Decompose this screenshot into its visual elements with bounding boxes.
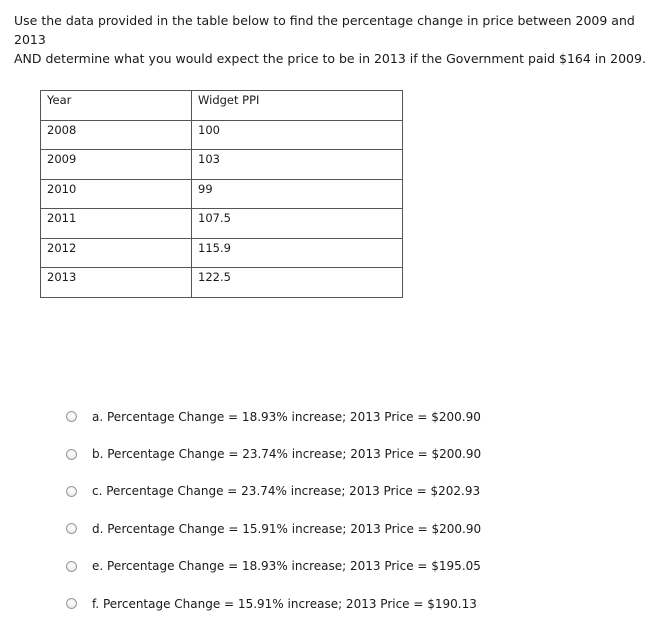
answer-label-a[interactable]: a. Percentage Change = 18.93% increase; 2013 Price = $200.90	[92, 409, 481, 424]
answer-label-f[interactable]: f. Percentage Change = 15.91% increase; 2013 Price = $190.13	[92, 596, 477, 611]
ppi-cell: 115.9	[192, 238, 403, 268]
table-row	[41, 150, 403, 180]
answer-label-d[interactable]: d. Percentage Change = 15.91% increase; 2013 Price = $200.90	[92, 521, 482, 536]
radio-button-e[interactable]	[66, 561, 77, 572]
column-header-widget-ppi: Widget PPI	[192, 91, 403, 121]
table-row	[41, 268, 403, 298]
table-row	[41, 209, 403, 239]
year-cell: 2010	[41, 179, 192, 209]
year-cell: 2008	[41, 120, 192, 150]
answer-option-b[interactable]	[66, 435, 481, 472]
table-header-row	[41, 91, 403, 121]
ppi-cell: 122.5	[192, 268, 403, 298]
answer-option-a[interactable]	[66, 398, 481, 435]
column-header-year: Year	[41, 91, 192, 121]
question-line-1: Use the data provided in the table below to find the percentage change in price between 2009 and 2013	[14, 13, 635, 47]
answer-option-f[interactable]	[66, 585, 481, 622]
answer-label-c[interactable]: c. Percentage Change = 23.74% increase; 2013 Price = $202.93	[92, 484, 481, 499]
radio-button-b[interactable]	[66, 449, 77, 460]
answer-option-c[interactable]	[66, 473, 481, 510]
year-cell: 2011	[41, 209, 192, 239]
year-cell: 2009	[41, 150, 192, 180]
radio-button-f[interactable]	[66, 598, 77, 609]
question-line-2: AND determine what you would expect the price to be in 2013 if the Government paid $164 in 2009.	[14, 51, 646, 66]
answer-options	[66, 398, 481, 622]
year-cell: 2013	[41, 268, 192, 298]
ppi-cell: 99	[192, 179, 403, 209]
answer-label-b[interactable]: b. Percentage Change = 23.74% increase; 2013 Price = $200.90	[92, 447, 482, 462]
radio-button-a[interactable]	[66, 411, 77, 422]
radio-button-c[interactable]	[66, 486, 77, 497]
table-row	[41, 179, 403, 209]
radio-button-d[interactable]	[66, 523, 77, 534]
year-cell: 2012	[41, 238, 192, 268]
ppi-cell: 103	[192, 150, 403, 180]
answer-option-e[interactable]	[66, 548, 481, 585]
ppi-cell: 100	[192, 120, 403, 150]
answer-option-d[interactable]	[66, 510, 481, 547]
table-row	[41, 120, 403, 150]
answer-label-e[interactable]: e. Percentage Change = 18.93% increase; 2013 Price = $195.05	[92, 559, 481, 574]
question-text	[14, 11, 654, 68]
ppi-table	[40, 90, 403, 298]
table-row	[41, 238, 403, 268]
ppi-cell: 107.5	[192, 209, 403, 239]
